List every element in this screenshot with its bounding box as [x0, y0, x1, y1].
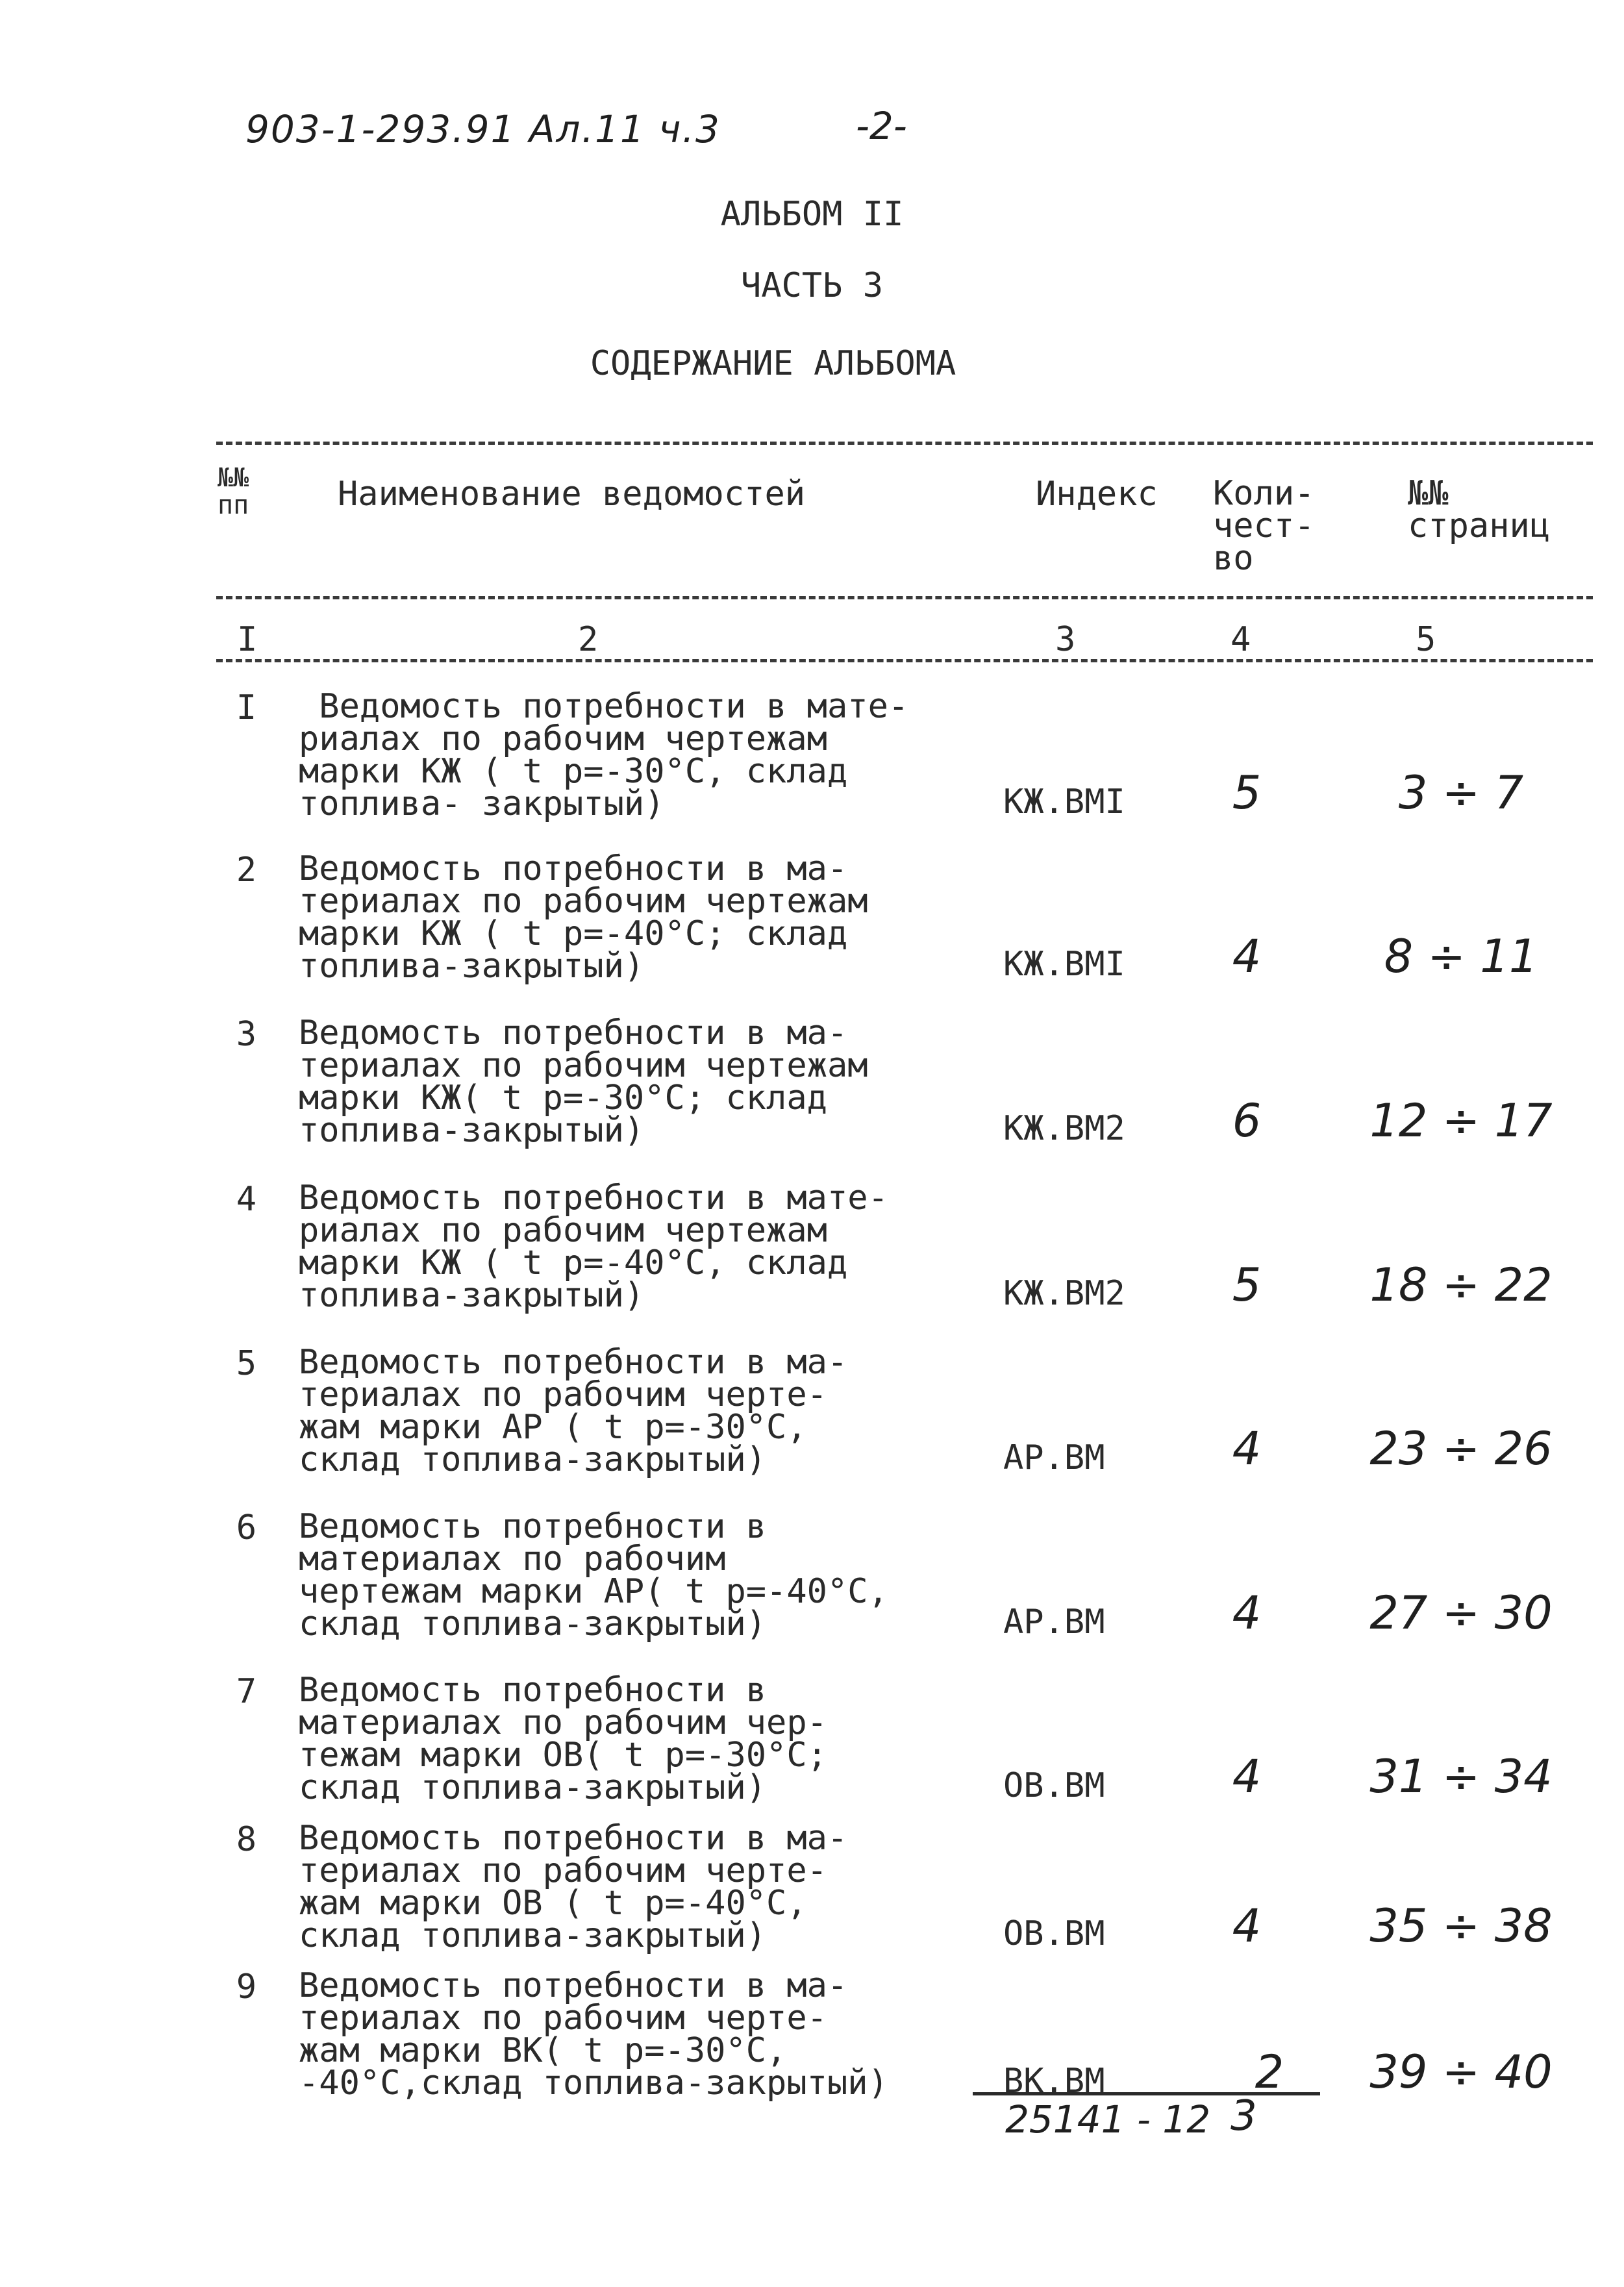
- row-number: 3: [236, 1015, 256, 1054]
- row-name: Ведомость потребности в ма- териалах по рабочим черте- жам марки АР ( t p=-30°C, склад топлива-закрытый): [299, 1343, 848, 1479]
- row-name: Ведомость потребности в материалах по рабочим чертежам марки АР( t p=-40°C, склад топлива-закрытый): [299, 1507, 888, 1643]
- row-pages: 27 ÷ 30: [1369, 1586, 1553, 1640]
- header-pages: №№ страниц: [1408, 474, 1551, 545]
- row-number: 6: [236, 1508, 256, 1547]
- page-number: -2-: [856, 104, 907, 148]
- row-number: 8: [236, 1820, 256, 1859]
- row-pages: 39 ÷ 40: [1369, 2045, 1553, 2099]
- album-title: АЛЬБОМ II: [720, 195, 904, 234]
- row-index: ВК.ВМ: [1003, 2062, 1105, 2101]
- row-number: 4: [236, 1180, 256, 1219]
- row-pages: 31 ÷ 34: [1369, 1750, 1553, 1803]
- row-number: 2: [236, 851, 256, 890]
- header-qty: Коли- чест- во: [1213, 474, 1315, 578]
- column-number-3: 3: [1055, 620, 1076, 659]
- row-quantity: 4: [1232, 930, 1262, 983]
- column-number-2: 2: [578, 620, 599, 659]
- row-index: КЖ.ВМI: [1003, 782, 1125, 821]
- footer-rule: [973, 2092, 1320, 2095]
- header-index: Индекс: [1036, 475, 1158, 514]
- row-pages: 3 ÷ 7: [1398, 766, 1524, 819]
- row-quantity: 4: [1232, 1422, 1262, 1475]
- column-number-4: 4: [1230, 620, 1251, 659]
- row-number: 7: [236, 1672, 256, 1711]
- row-name: Ведомость потребности в ма- териалах по рабочим чертежам марки КЖ ( t p=-40°C; склад топлива-закрытый): [299, 849, 868, 986]
- row-pages: 18 ÷ 22: [1369, 1258, 1553, 1312]
- row-number: 9: [236, 1968, 256, 2006]
- row-index: КЖ.ВМI: [1003, 945, 1125, 984]
- footer-sheet-number: 3: [1230, 2092, 1257, 2140]
- row-pages: 35 ÷ 38: [1369, 1899, 1553, 1953]
- header-bottom-rule: [216, 596, 1593, 599]
- row-index: КЖ.ВМ2: [1003, 1109, 1125, 1148]
- row-index: КЖ.ВМ2: [1003, 1274, 1125, 1313]
- row-pages: 12 ÷ 17: [1369, 1094, 1553, 1147]
- row-pages: 8 ÷ 11: [1384, 930, 1538, 983]
- row-index: АР.ВМ: [1003, 1603, 1105, 1642]
- row-number: I: [236, 688, 256, 727]
- footer-code: 25141 - 12: [1005, 2097, 1211, 2142]
- row-index: АР.ВМ: [1003, 1438, 1105, 1477]
- row-quantity: 6: [1232, 1094, 1262, 1147]
- row-quantity: 5: [1232, 1258, 1262, 1312]
- contents-title: СОДЕРЖАНИЕ АЛЬБОМА: [590, 344, 956, 383]
- row-quantity: 4: [1232, 1899, 1262, 1953]
- part-title: ЧАСТЬ 3: [740, 266, 884, 305]
- row-name: Ведомость потребности в ма- териалах по рабочим чертежам марки КЖ( t p=-30°C; склад топлива-закрытый): [299, 1014, 868, 1150]
- row-quantity: 5: [1232, 766, 1262, 819]
- row-pages: 23 ÷ 26: [1369, 1422, 1553, 1475]
- row-index: ОВ.ВМ: [1003, 1914, 1105, 1953]
- row-number: 5: [236, 1344, 256, 1383]
- row-name: Ведомость потребности в ма- териалах по рабочим черте- жам марки ОВ ( t p=-40°C, склад топлива-закрытый): [299, 1819, 848, 1955]
- row-name: Ведомость потребности в мате- риалах по рабочим чертежам марки КЖ ( t p=-30°C, склад топлива- закрытый): [299, 687, 909, 823]
- column-number-1: I: [237, 620, 258, 659]
- column-number-5: 5: [1416, 620, 1436, 659]
- header-name: Наименование ведомостей: [338, 475, 806, 514]
- row-quantity: 4: [1232, 1586, 1262, 1640]
- row-quantity: 2: [1255, 2045, 1284, 2099]
- header-num: №№ пп: [218, 463, 249, 520]
- document-code: 903-1-293.91 Ал.11 ч.3: [245, 107, 721, 151]
- row-name: Ведомость потребности в материалах по рабочим чер- тежам марки ОВ( t p=-30°C; склад топлива-закрытый): [299, 1671, 827, 1807]
- row-name: Ведомость потребности в мате- риалах по рабочим чертежам марки КЖ ( t p=-40°C, склад топлива-закрытый): [299, 1179, 888, 1315]
- row-quantity: 4: [1232, 1750, 1262, 1803]
- table-top-rule: [216, 442, 1593, 445]
- column-numbers-rule: [216, 659, 1593, 662]
- row-index: ОВ.ВМ: [1003, 1766, 1105, 1805]
- row-name: Ведомость потребности в ма- териалах по рабочим черте- жам марки ВК( t p=-30°C, -40°C,склад топлива-закрытый): [299, 1966, 888, 2103]
